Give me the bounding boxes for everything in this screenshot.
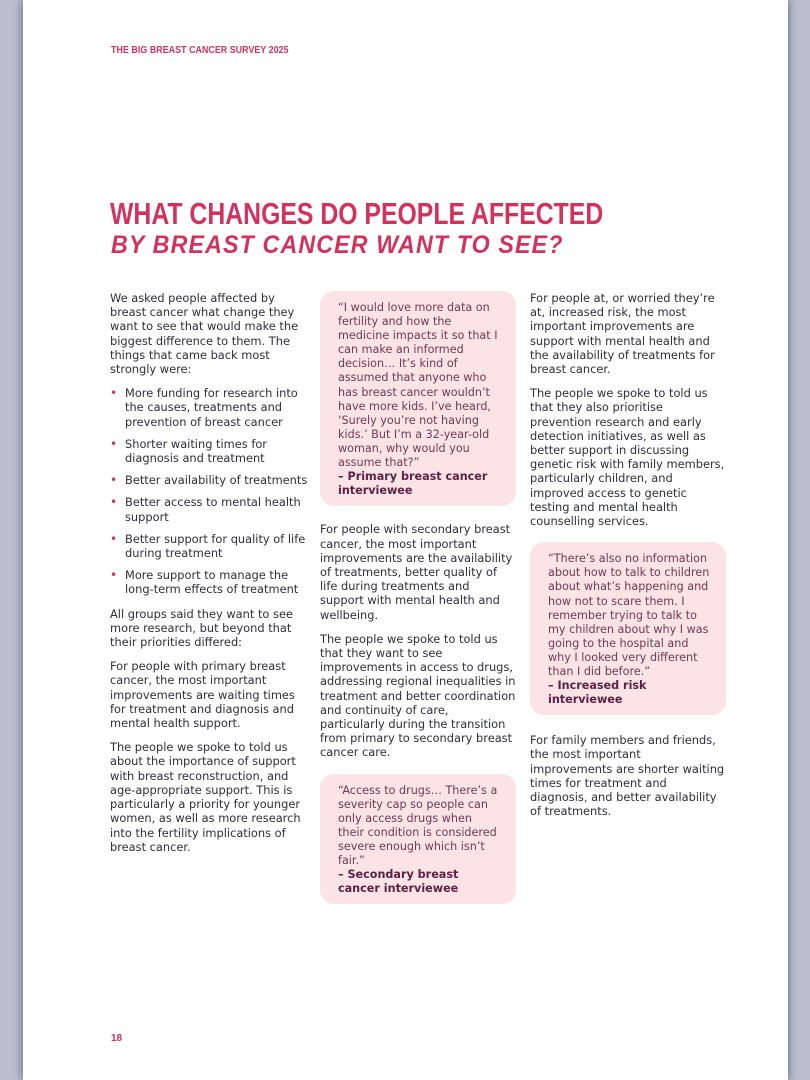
page-number: 18: [111, 1033, 123, 1044]
quote-attribution: – Increased risk interviewee: [548, 679, 647, 707]
quote-text: “I would love more data on fertility and how the medicine impacts it so that I can make an informed decision… It’s kind of assumed that anyone who has breast cancer wouldn’t have more kids. I’ve heard, ‘Surely you’re not having kids.’ But I’m a 32-year-old woman, why would you assume that?”: [338, 301, 498, 470]
running-header: THE BIG BREAST CANCER SURVEY 2025: [111, 45, 289, 56]
body-paragraph: For people with primary breast cancer, the most important improvements are waiting times for treatment and diagnosis and mental health support.: [110, 659, 295, 731]
page-title-line-1: WHAT CHANGES DO PEOPLE AFFECTED: [110, 196, 604, 231]
body-paragraph: For people with secondary breast cancer, the most important improvements are the availability of treatments, better quality of life during treatments and support with mental health and wellbeing.: [320, 522, 513, 622]
quote-text: “Access to drugs… There’s a severity cap so people can only access drugs when their condition is considered severe enough which isn’t fair.”: [338, 783, 498, 868]
body-paragraph: The people we spoke to told us about the importance of support with breast reconstruction, and age-appropriate support. This is particularly a priority for younger women, as well as more research into the fertility implications of breast cancer.: [110, 740, 301, 854]
body-paragraph: For family members and friends, the most important improvements are shorter waiting times for treatment and diagnosis, and better availability of treatments.: [530, 733, 725, 819]
priorities-list: [110, 386, 308, 596]
body-paragraph: The people we spoke to told us that they also prioritise prevention research and early detection initiatives, as well as better support in discussing genetic risk with family members, particularly children, and improved access to genetic testing and mental health counselling services.: [530, 386, 725, 529]
document-page: [23, 0, 788, 1080]
body-paragraph: All groups said they want to see more research, but beyond that their priorities differed:: [110, 606, 293, 650]
column-left: [110, 291, 308, 864]
quote-attribution: – Primary breast cancer interviewee: [338, 470, 488, 498]
body-paragraph: The people we spoke to told us that they want to see improvements in access to drugs, addressing regional inequalities in treatment and better coordination and continuity of care, particularly during the transition from primary to secondary breast cancer care.: [320, 631, 516, 760]
list-item: • Shorter waiting times for diagnosis and treatment: [110, 437, 308, 465]
quote-box-increased-risk: [530, 542, 726, 715]
list-item: • Better support for quality of life during treatment: [110, 532, 308, 560]
quote-attribution: – Secondary breast cancer interviewee: [338, 868, 459, 896]
quote-box-secondary: [320, 774, 516, 905]
quote-box-primary: [320, 291, 516, 506]
column-middle: [320, 291, 516, 920]
intro-paragraph: We asked people affected by breast cancer what change they want to see that would make the biggest difference to them. The things that came back most strongly were:: [110, 291, 299, 377]
list-item: • More support to manage the long-term effects of treatment: [110, 568, 308, 596]
column-right: [530, 291, 726, 829]
list-item: • More funding for research into the causes, treatments and prevention of breast cancer: [110, 386, 308, 429]
list-item: • Better availability of treatments: [110, 473, 308, 487]
quote-text: “There’s also no information about how to talk to children about what’s happening and how not to scare them. I remember trying to talk to my children about why I was going to the hospital and why I looked very different than I did before.”: [548, 552, 710, 678]
list-item: • Better access to mental health support: [110, 495, 308, 523]
page-title-line-2: BY BREAST CANCER WANT TO SEE?: [111, 231, 564, 259]
body-paragraph: For people at, or worried they’re at, increased risk, the most important improvements are support with mental health and the availability of treatments for breast cancer.: [530, 291, 715, 377]
